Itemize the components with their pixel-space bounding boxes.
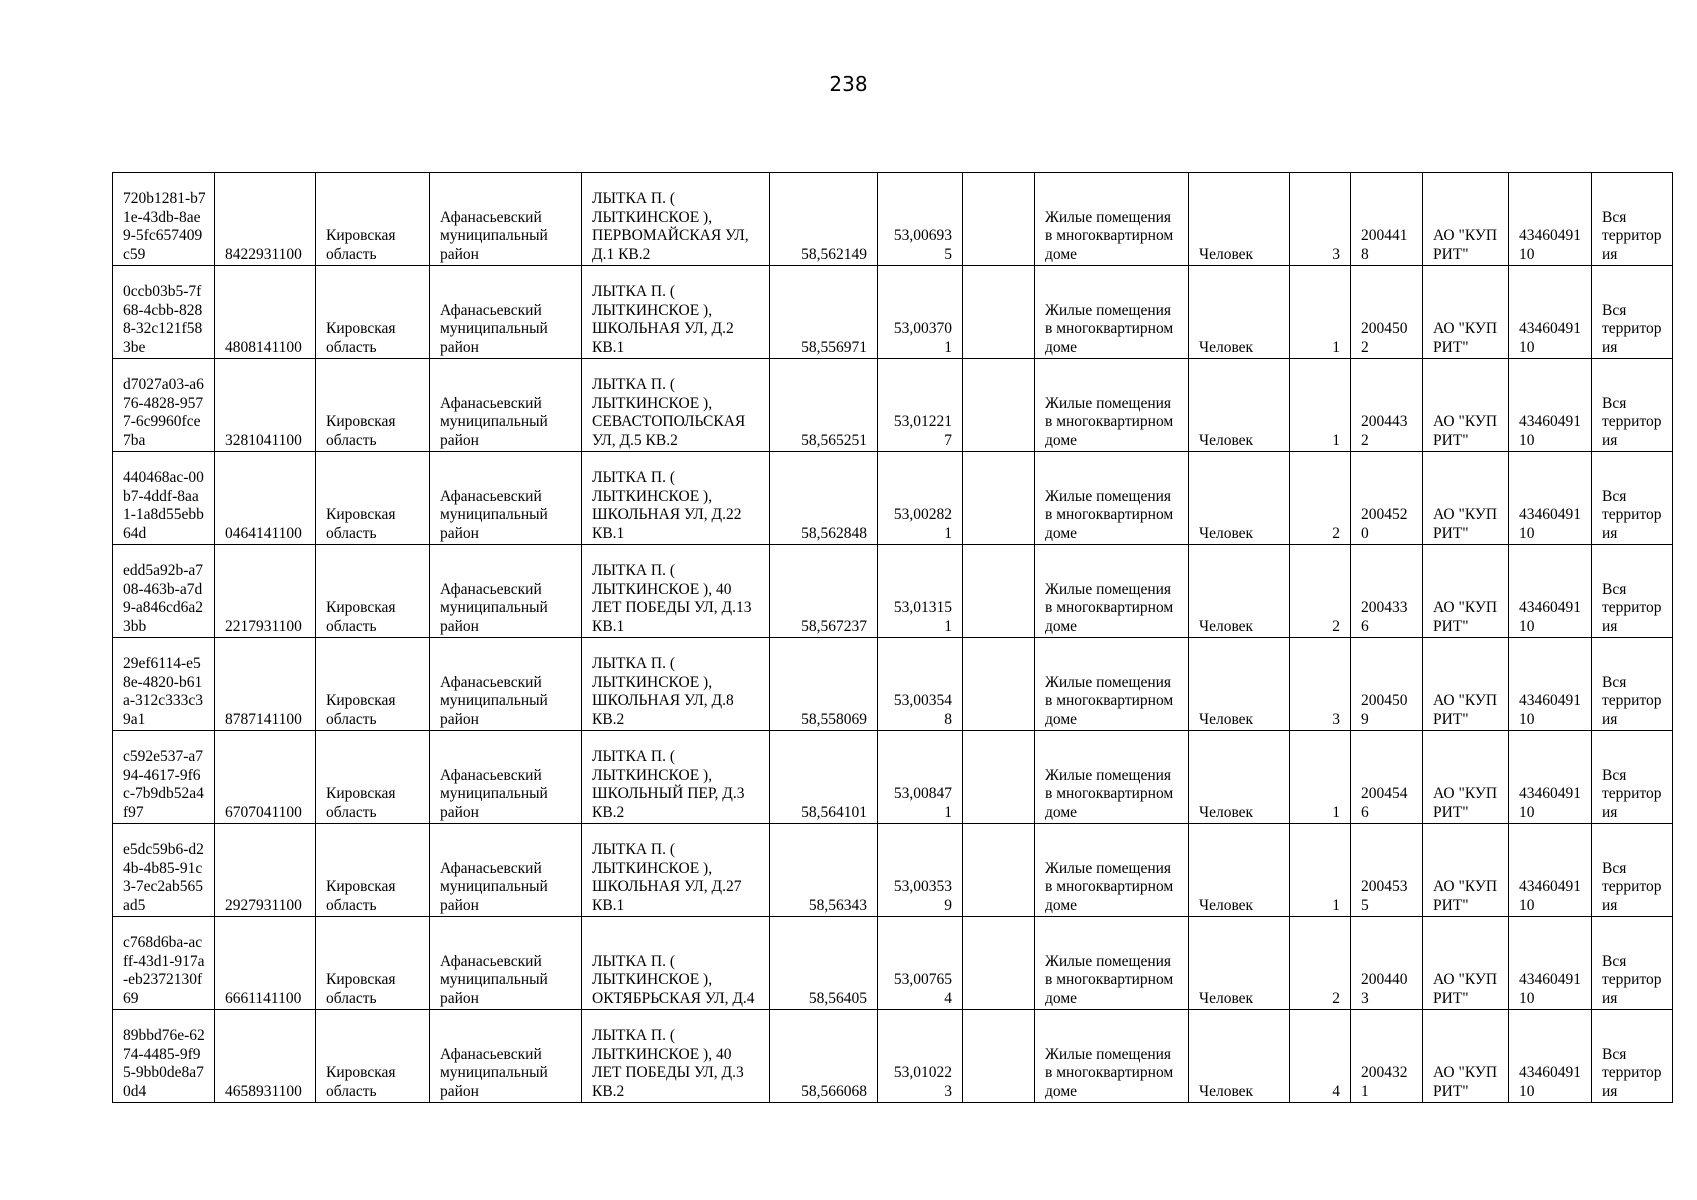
oktmo-code-cell: 0464141100 xyxy=(215,452,316,545)
inn-cell: 4346049110 xyxy=(1509,1010,1592,1103)
table-row xyxy=(113,545,1673,638)
quantity-cell: 2 xyxy=(1290,917,1351,1010)
code-cell: 2004520 xyxy=(1351,452,1423,545)
longitude-cell: 53,010223 xyxy=(878,1010,963,1103)
page-number: 238 xyxy=(829,72,868,96)
district-cell: Афанасьевский муниципальный район xyxy=(430,452,582,545)
district-cell: Афанасьевский муниципальный район xyxy=(430,266,582,359)
operator-cell: АО "КУПРИТ" xyxy=(1423,266,1509,359)
operator-cell: АО "КУПРИТ" xyxy=(1423,638,1509,731)
operator-cell: АО "КУПРИТ" xyxy=(1423,545,1509,638)
quantity-cell: 1 xyxy=(1290,731,1351,824)
code-cell: 2004403 xyxy=(1351,917,1423,1010)
quantity-cell: 1 xyxy=(1290,359,1351,452)
oktmo-code-cell: 4658931100 xyxy=(215,1010,316,1103)
territory-cell: Вся территория xyxy=(1592,359,1673,452)
oktmo-code-cell: 6707041100 xyxy=(215,731,316,824)
inn-cell: 4346049110 xyxy=(1509,638,1592,731)
longitude-cell: 53,002821 xyxy=(878,452,963,545)
record-id-cell: d7027a03-a676-4828-9577-6c9960fce7ba xyxy=(113,359,215,452)
record-id-cell: 89bbd76e-6274-4485-9f95-9bb0de8a70d4 xyxy=(113,1010,215,1103)
record-id-cell: 720b1281-b71e-43db-8ae9-5fc657409c59 xyxy=(113,173,215,266)
empty-cell xyxy=(963,452,1035,545)
record-id-cell: c592e537-a794-4617-9f6c-7b9db52a4f97 xyxy=(113,731,215,824)
latitude-cell: 58,567237 xyxy=(770,545,878,638)
oktmo-code-cell: 8422931100 xyxy=(215,173,316,266)
unit-cell: Человек xyxy=(1189,266,1290,359)
premises-type-cell: Жилые помещения в многоквартирном доме xyxy=(1035,545,1189,638)
district-cell: Афанасьевский муниципальный район xyxy=(430,731,582,824)
unit-cell: Человек xyxy=(1189,359,1290,452)
premises-type-cell: Жилые помещения в многоквартирном доме xyxy=(1035,824,1189,917)
district-cell: Афанасьевский муниципальный район xyxy=(430,824,582,917)
longitude-cell: 53,003539 xyxy=(878,824,963,917)
quantity-cell: 3 xyxy=(1290,173,1351,266)
registry-table xyxy=(112,172,1673,1103)
latitude-cell: 58,56405 xyxy=(770,917,878,1010)
address-cell: ЛЫТКА П. ( ЛЫТКИНСКОЕ ), ОКТЯБРЬСКАЯ УЛ, Д.4 xyxy=(582,917,770,1010)
quantity-cell: 1 xyxy=(1290,824,1351,917)
table-row xyxy=(113,266,1673,359)
operator-cell: АО "КУПРИТ" xyxy=(1423,731,1509,824)
code-cell: 2004546 xyxy=(1351,731,1423,824)
code-cell: 2004432 xyxy=(1351,359,1423,452)
table-row xyxy=(113,1010,1673,1103)
premises-type-cell: Жилые помещения в многоквартирном доме xyxy=(1035,917,1189,1010)
unit-cell: Человек xyxy=(1189,452,1290,545)
address-cell: ЛЫТКА П. ( ЛЫТКИНСКОЕ ), ШКОЛЬНАЯ УЛ, Д.8 КВ.2 xyxy=(582,638,770,731)
quantity-cell: 3 xyxy=(1290,638,1351,731)
premises-type-cell: Жилые помещения в многоквартирном доме xyxy=(1035,359,1189,452)
region-cell: Кировская область xyxy=(316,824,430,917)
longitude-cell: 53,007654 xyxy=(878,917,963,1010)
oktmo-code-cell: 4808141100 xyxy=(215,266,316,359)
record-id-cell: 0ccb03b5-7f68-4cbb-8288-32c121f583be xyxy=(113,266,215,359)
empty-cell xyxy=(963,1010,1035,1103)
address-cell: ЛЫТКА П. ( ЛЫТКИНСКОЕ ), 40 ЛЕТ ПОБЕДЫ УЛ, Д.3 КВ.2 xyxy=(582,1010,770,1103)
unit-cell: Человек xyxy=(1189,824,1290,917)
table-row xyxy=(113,917,1673,1010)
unit-cell: Человек xyxy=(1189,731,1290,824)
longitude-cell: 53,006935 xyxy=(878,173,963,266)
oktmo-code-cell: 3281041100 xyxy=(215,359,316,452)
oktmo-code-cell: 2217931100 xyxy=(215,545,316,638)
table-row xyxy=(113,173,1673,266)
unit-cell: Человек xyxy=(1189,917,1290,1010)
unit-cell: Человек xyxy=(1189,545,1290,638)
inn-cell: 4346049110 xyxy=(1509,452,1592,545)
region-cell: Кировская область xyxy=(316,731,430,824)
code-cell: 2004502 xyxy=(1351,266,1423,359)
latitude-cell: 58,564101 xyxy=(770,731,878,824)
region-cell: Кировская область xyxy=(316,638,430,731)
territory-cell: Вся территория xyxy=(1592,452,1673,545)
latitude-cell: 58,562149 xyxy=(770,173,878,266)
latitude-cell: 58,565251 xyxy=(770,359,878,452)
operator-cell: АО "КУПРИТ" xyxy=(1423,917,1509,1010)
operator-cell: АО "КУПРИТ" xyxy=(1423,359,1509,452)
longitude-cell: 53,003548 xyxy=(878,638,963,731)
record-id-cell: e5dc59b6-d24b-4b85-91c3-7ec2ab565ad5 xyxy=(113,824,215,917)
table-row xyxy=(113,731,1673,824)
latitude-cell: 58,558069 xyxy=(770,638,878,731)
premises-type-cell: Жилые помещения в многоквартирном доме xyxy=(1035,731,1189,824)
address-cell: ЛЫТКА П. ( ЛЫТКИНСКОЕ ), ШКОЛЬНАЯ УЛ, Д.27 КВ.1 xyxy=(582,824,770,917)
territory-cell: Вся территория xyxy=(1592,173,1673,266)
territory-cell: Вся территория xyxy=(1592,1010,1673,1103)
quantity-cell: 1 xyxy=(1290,266,1351,359)
registry-body xyxy=(113,173,1673,1103)
premises-type-cell: Жилые помещения в многоквартирном доме xyxy=(1035,173,1189,266)
table-row xyxy=(113,824,1673,917)
inn-cell: 4346049110 xyxy=(1509,917,1592,1010)
latitude-cell: 58,56343 xyxy=(770,824,878,917)
longitude-cell: 53,013151 xyxy=(878,545,963,638)
record-id-cell: 29ef6114-e58e-4820-b61a-312c333c39a1 xyxy=(113,638,215,731)
territory-cell: Вся территория xyxy=(1592,545,1673,638)
latitude-cell: 58,556971 xyxy=(770,266,878,359)
operator-cell: АО "КУПРИТ" xyxy=(1423,824,1509,917)
address-cell: ЛЫТКА П. ( ЛЫТКИНСКОЕ ), 40 ЛЕТ ПОБЕДЫ УЛ, Д.13 КВ.1 xyxy=(582,545,770,638)
quantity-cell: 2 xyxy=(1290,452,1351,545)
inn-cell: 4346049110 xyxy=(1509,545,1592,638)
district-cell: Афанасьевский муниципальный район xyxy=(430,917,582,1010)
region-cell: Кировская область xyxy=(316,545,430,638)
longitude-cell: 53,008471 xyxy=(878,731,963,824)
inn-cell: 4346049110 xyxy=(1509,359,1592,452)
latitude-cell: 58,562848 xyxy=(770,452,878,545)
table-row xyxy=(113,452,1673,545)
empty-cell xyxy=(963,824,1035,917)
operator-cell: АО "КУПРИТ" xyxy=(1423,173,1509,266)
territory-cell: Вся территория xyxy=(1592,917,1673,1010)
district-cell: Афанасьевский муниципальный район xyxy=(430,1010,582,1103)
region-cell: Кировская область xyxy=(316,1010,430,1103)
operator-cell: АО "КУПРИТ" xyxy=(1423,1010,1509,1103)
inn-cell: 4346049110 xyxy=(1509,731,1592,824)
record-id-cell: edd5a92b-a708-463b-a7d9-a846cd6a23bb xyxy=(113,545,215,638)
code-cell: 2004509 xyxy=(1351,638,1423,731)
empty-cell xyxy=(963,638,1035,731)
unit-cell: Человек xyxy=(1189,1010,1290,1103)
oktmo-code-cell: 2927931100 xyxy=(215,824,316,917)
operator-cell: АО "КУПРИТ" xyxy=(1423,452,1509,545)
oktmo-code-cell: 8787141100 xyxy=(215,638,316,731)
region-cell: Кировская область xyxy=(316,173,430,266)
table-row xyxy=(113,638,1673,731)
quantity-cell: 2 xyxy=(1290,545,1351,638)
code-cell: 2004418 xyxy=(1351,173,1423,266)
empty-cell xyxy=(963,359,1035,452)
territory-cell: Вся территория xyxy=(1592,638,1673,731)
longitude-cell: 53,003701 xyxy=(878,266,963,359)
region-cell: Кировская область xyxy=(316,452,430,545)
address-cell: ЛЫТКА П. ( ЛЫТКИНСКОЕ ), ШКОЛЬНАЯ УЛ, Д.2 КВ.1 xyxy=(582,266,770,359)
premises-type-cell: Жилые помещения в многоквартирном доме xyxy=(1035,1010,1189,1103)
record-id-cell: c768d6ba-acff-43d1-917a-eb2372130f69 xyxy=(113,917,215,1010)
empty-cell xyxy=(963,917,1035,1010)
quantity-cell: 4 xyxy=(1290,1010,1351,1103)
empty-cell xyxy=(963,731,1035,824)
district-cell: Афанасьевский муниципальный район xyxy=(430,359,582,452)
region-cell: Кировская область xyxy=(316,917,430,1010)
district-cell: Афанасьевский муниципальный район xyxy=(430,545,582,638)
table-row xyxy=(113,359,1673,452)
district-cell: Афанасьевский муниципальный район xyxy=(430,173,582,266)
district-cell: Афанасьевский муниципальный район xyxy=(430,638,582,731)
address-cell: ЛЫТКА П. ( ЛЫТКИНСКОЕ ), ПЕРВОМАЙСКАЯ УЛ, Д.1 КВ.2 xyxy=(582,173,770,266)
empty-cell xyxy=(963,173,1035,266)
inn-cell: 4346049110 xyxy=(1509,824,1592,917)
empty-cell xyxy=(963,545,1035,638)
code-cell: 2004336 xyxy=(1351,545,1423,638)
unit-cell: Человек xyxy=(1189,173,1290,266)
region-cell: Кировская область xyxy=(316,359,430,452)
unit-cell: Человек xyxy=(1189,638,1290,731)
empty-cell xyxy=(963,266,1035,359)
address-cell: ЛЫТКА П. ( ЛЫТКИНСКОЕ ), ШКОЛЬНАЯ УЛ, Д.22 КВ.1 xyxy=(582,452,770,545)
premises-type-cell: Жилые помещения в многоквартирном доме xyxy=(1035,266,1189,359)
code-cell: 2004321 xyxy=(1351,1010,1423,1103)
oktmo-code-cell: 6661141100 xyxy=(215,917,316,1010)
latitude-cell: 58,566068 xyxy=(770,1010,878,1103)
premises-type-cell: Жилые помещения в многоквартирном доме xyxy=(1035,638,1189,731)
address-cell: ЛЫТКА П. ( ЛЫТКИНСКОЕ ), СЕВАСТОПОЛЬСКАЯ УЛ, Д.5 КВ.2 xyxy=(582,359,770,452)
record-id-cell: 440468ac-00b7-4ddf-8aa1-1a8d55ebb64d xyxy=(113,452,215,545)
inn-cell: 4346049110 xyxy=(1509,266,1592,359)
territory-cell: Вся территория xyxy=(1592,731,1673,824)
code-cell: 2004535 xyxy=(1351,824,1423,917)
territory-cell: Вся территория xyxy=(1592,266,1673,359)
premises-type-cell: Жилые помещения в многоквартирном доме xyxy=(1035,452,1189,545)
region-cell: Кировская область xyxy=(316,266,430,359)
address-cell: ЛЫТКА П. ( ЛЫТКИНСКОЕ ), ШКОЛЬНЫЙ ПЕР, Д.3 КВ.2 xyxy=(582,731,770,824)
longitude-cell: 53,012217 xyxy=(878,359,963,452)
inn-cell: 4346049110 xyxy=(1509,173,1592,266)
territory-cell: Вся территория xyxy=(1592,824,1673,917)
